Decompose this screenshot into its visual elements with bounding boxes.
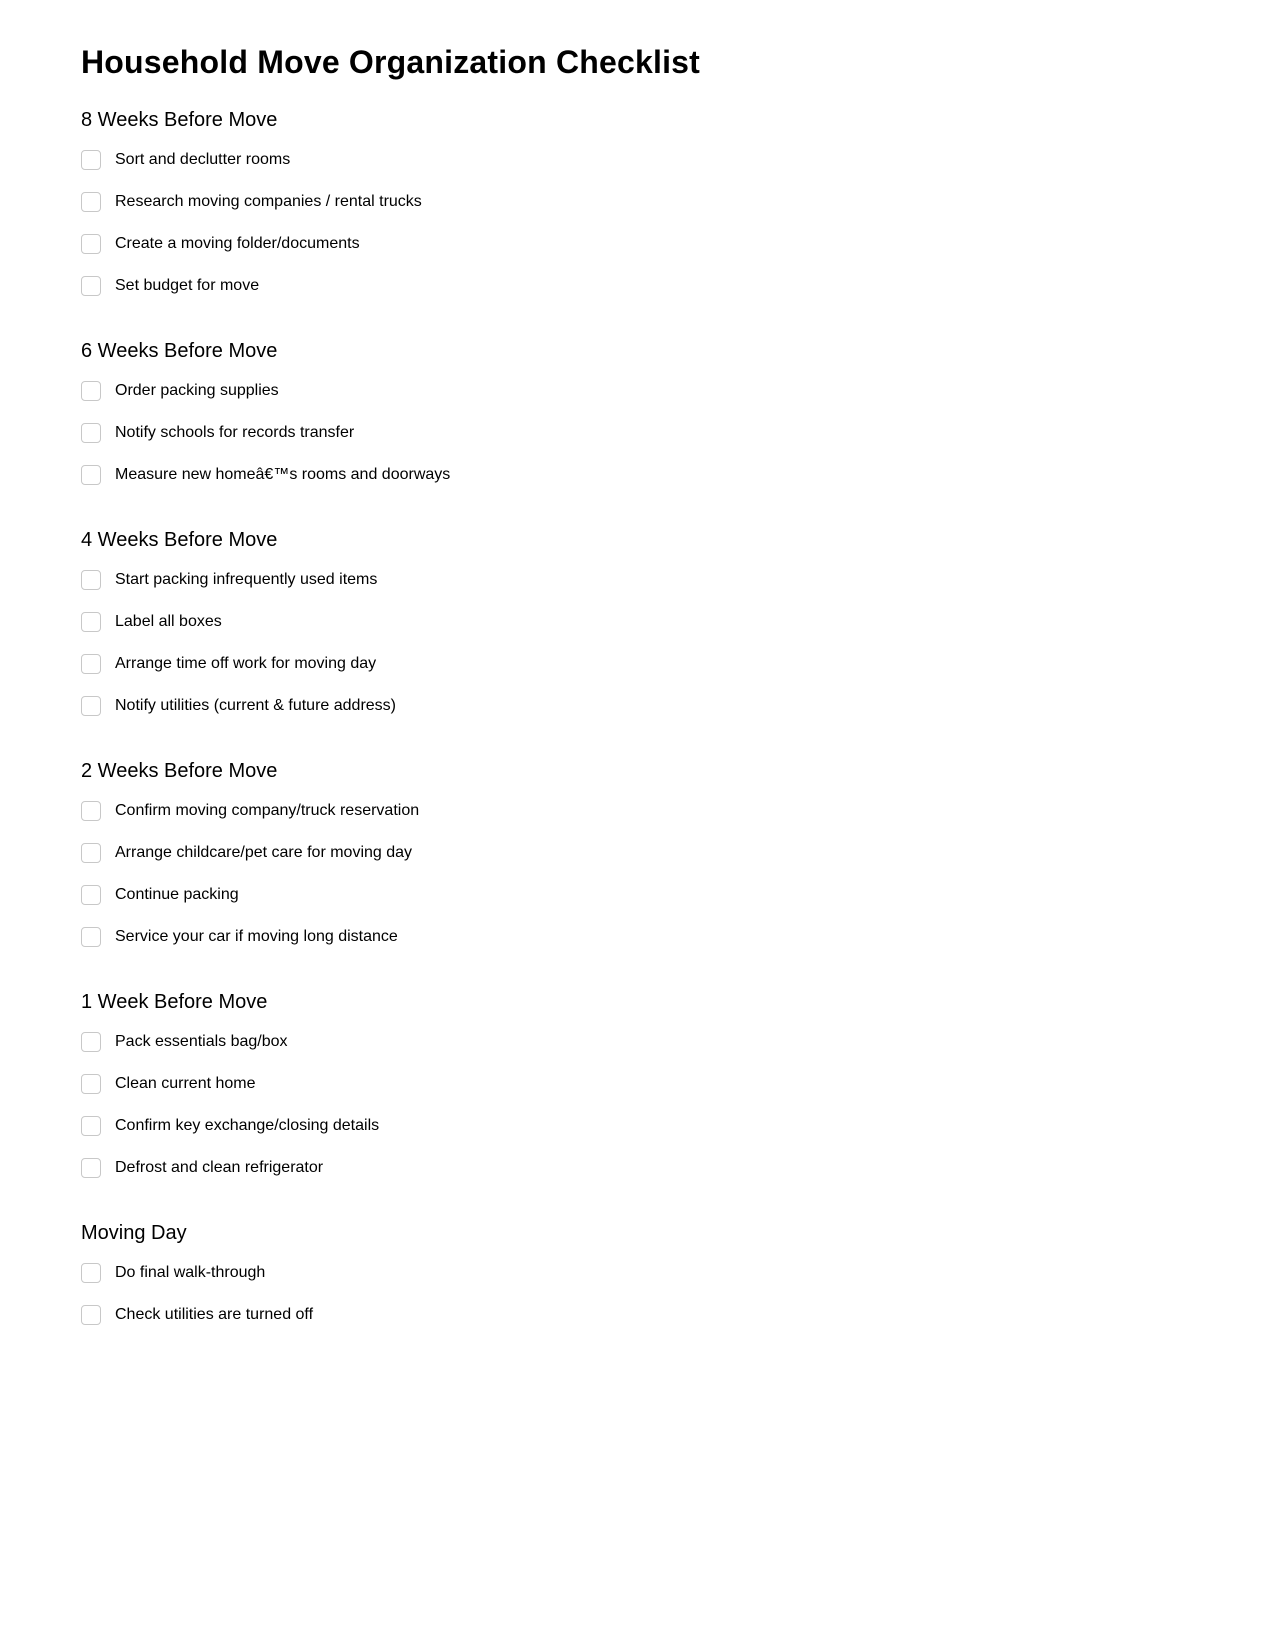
checkbox[interactable] (81, 570, 101, 590)
checklist-item (81, 1294, 1263, 1336)
section-heading: Moving Day (81, 1222, 187, 1244)
section-heading: 8 Weeks Before Move (81, 109, 278, 131)
checklist-item-label: Notify schools for records transfer (115, 424, 355, 441)
section-heading: 4 Weeks Before Move (81, 529, 278, 551)
checkbox[interactable] (81, 1263, 101, 1283)
checklist-section (81, 528, 1263, 727)
section-heading: 1 Week Before Move (81, 991, 268, 1013)
checklist-item-label: Label all boxes (115, 613, 222, 630)
checklist-items (81, 1021, 1263, 1189)
checklist-item (81, 139, 1263, 181)
checkbox[interactable] (81, 150, 101, 170)
checklist-item-label: Service your car if moving long distance (115, 928, 398, 945)
checklist-section (81, 990, 1263, 1189)
checklist-item-label: Measure new homeâ€™s rooms and doorways (115, 466, 451, 483)
checklist-item-label: Check utilities are turned off (115, 1306, 314, 1323)
checklist-item-label: Set budget for move (115, 277, 260, 294)
checklist-item-label: Sort and declutter rooms (115, 151, 291, 168)
checklist-item-label: Pack essentials bag/box (115, 1033, 288, 1050)
checklist-item (81, 1105, 1263, 1147)
checkbox[interactable] (81, 465, 101, 485)
checklist-item-label: Arrange time off work for moving day (115, 655, 377, 672)
section-heading: 2 Weeks Before Move (81, 760, 278, 782)
checkbox[interactable] (81, 801, 101, 821)
checkbox[interactable] (81, 1032, 101, 1052)
checkbox[interactable] (81, 381, 101, 401)
checklist-section (81, 1221, 1263, 1336)
checklist-item-label: Continue packing (115, 886, 239, 903)
checklist-item-label: Arrange childcare/pet care for moving day (115, 844, 413, 861)
checklist-item (81, 454, 1263, 496)
checklist-item (81, 370, 1263, 412)
checkbox[interactable] (81, 885, 101, 905)
checkbox[interactable] (81, 1116, 101, 1136)
checklist-items (81, 559, 1263, 727)
checkbox[interactable] (81, 276, 101, 296)
checkbox[interactable] (81, 423, 101, 443)
checklist-item-label: Confirm moving company/truck reservation (115, 802, 420, 819)
checklist-item-label: Defrost and clean refrigerator (115, 1159, 324, 1176)
checklist-item-label: Start packing infrequently used items (115, 571, 378, 588)
checklist-items (81, 790, 1263, 958)
checklist-item (81, 559, 1263, 601)
checklist-item-label: Notify utilities (current & future address) (115, 697, 396, 714)
checklist-item (81, 874, 1263, 916)
checklist-item (81, 685, 1263, 727)
checklist-item-label: Do final walk-through (115, 1264, 266, 1281)
checkbox[interactable] (81, 1158, 101, 1178)
checklist-section (81, 108, 1263, 307)
checklist-item (81, 1252, 1263, 1294)
checklist-item-label: Create a moving folder/documents (115, 235, 360, 252)
checklist-items (81, 1252, 1263, 1336)
checkbox[interactable] (81, 927, 101, 947)
checkbox[interactable] (81, 234, 101, 254)
checkbox[interactable] (81, 843, 101, 863)
checklist-item (81, 832, 1263, 874)
checklist-items (81, 370, 1263, 496)
checklist-item-label: Clean current home (115, 1075, 256, 1092)
checklist-item (81, 1147, 1263, 1189)
checkbox[interactable] (81, 192, 101, 212)
checklist-item (81, 916, 1263, 958)
checklist-section (81, 759, 1263, 958)
checkbox[interactable] (81, 696, 101, 716)
checklist-item (81, 601, 1263, 643)
checklist-section (81, 339, 1263, 496)
checklist-item-label: Confirm key exchange/closing details (115, 1117, 380, 1134)
checklist-item (81, 412, 1263, 454)
checklist-item (81, 643, 1263, 685)
checklist-item (81, 265, 1263, 307)
checkbox[interactable] (81, 1305, 101, 1325)
checklist-item (81, 223, 1263, 265)
checklist-items (81, 139, 1263, 307)
checkbox[interactable] (81, 612, 101, 632)
checklist-item-label: Order packing supplies (115, 382, 279, 399)
checklist-item (81, 790, 1263, 832)
checklist-item (81, 181, 1263, 223)
checklist-sections (81, 108, 1263, 1336)
checklist-item-label: Research moving companies / rental trucks (115, 193, 422, 210)
checkbox[interactable] (81, 1074, 101, 1094)
section-heading: 6 Weeks Before Move (81, 340, 278, 362)
page-title: Household Move Organization Checklist (81, 44, 701, 80)
checklist-item (81, 1021, 1263, 1063)
checkbox[interactable] (81, 654, 101, 674)
checklist-item (81, 1063, 1263, 1105)
